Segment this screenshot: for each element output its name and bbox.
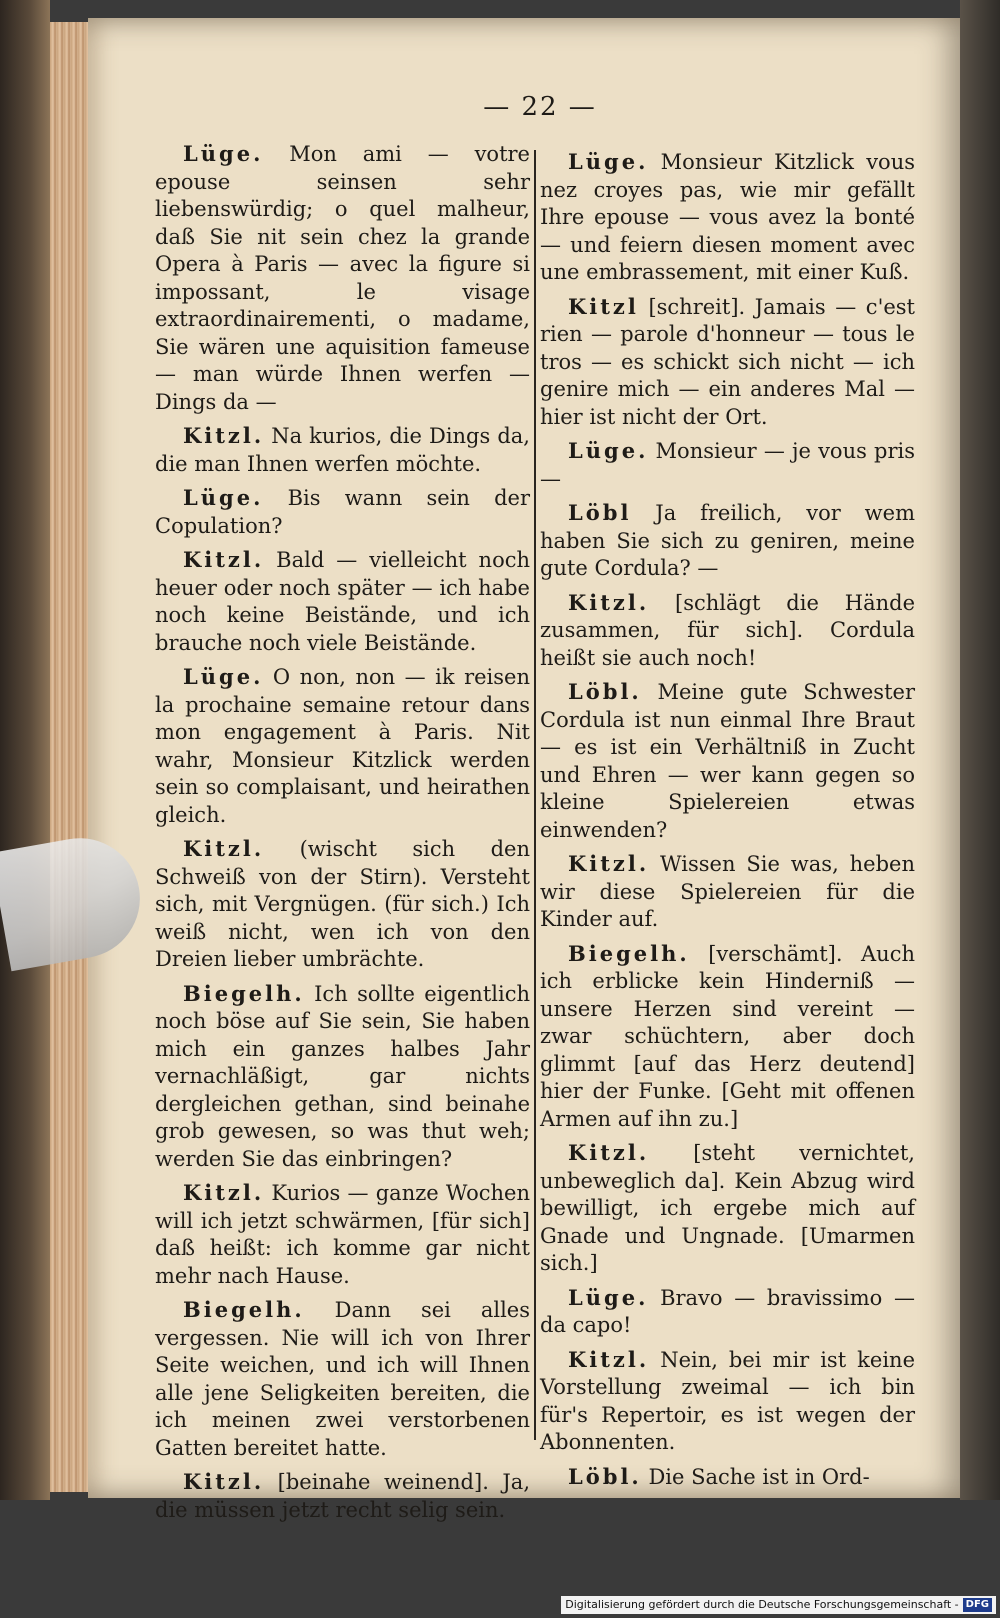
dialogue-paragraph — [155, 663, 530, 829]
speaker-name: Lüge. — [183, 141, 264, 166]
speaker-name: Kitzl. — [183, 547, 265, 572]
dialogue-text: [steht vernichtet, unbeweglich da]. Kein Abzug wird bewilligt, ich ergebe mich auf Gnade und Ungnade. [Umarmen sich.] — [540, 1141, 915, 1275]
speaker-name: Kitzl. — [568, 1140, 650, 1165]
speaker-name: Kitzl. — [568, 1346, 650, 1372]
dialogue-paragraph — [155, 484, 530, 540]
dialogue-paragraph — [155, 546, 530, 657]
page-number: — 22 — — [483, 92, 597, 122]
speaker-name: Lüge. — [183, 664, 264, 689]
dialogue-paragraph — [540, 678, 915, 844]
speaker-name: Lüge. — [183, 485, 264, 510]
dialogue-paragraph — [540, 589, 915, 673]
dialogue-text: Na kurios, die Dings da, die man Ihnen werfen möchte. — [155, 424, 530, 476]
dialogue-paragraph — [540, 1346, 915, 1457]
dialogue-paragraph — [540, 499, 915, 583]
dialogue-text: Dann sei alles vergessen. Nie will ich von Ihrer Seite weichen, und ich will Ihnen alle jene Seligkeiten bereiten, die ich meinen zwei verstorbenen Gatten bereitet hatte. — [155, 1298, 530, 1460]
dialogue-paragraph — [540, 940, 915, 1134]
speaker-name: Kitzl. — [568, 851, 650, 876]
digitization-footer — [561, 1596, 996, 1614]
dialogue-paragraph — [155, 1179, 530, 1290]
speaker-name: Löbl — [568, 500, 632, 525]
dialogue-paragraph — [155, 422, 530, 478]
speaker-name: Kitzl. — [183, 836, 265, 861]
speaker-name: Kitzl. — [183, 1180, 265, 1205]
dialogue-text: Bald — vielleicht noch heuer oder noch später — ich habe noch keine Beiständе, und ich brauche noch viele Beistände. — [155, 548, 530, 655]
speaker-name: Lüge. — [568, 438, 649, 463]
speaker-name: Biegelh. — [568, 940, 690, 966]
dialogue-text: O non, non — ik reisen la prochaine semaine retour dans mon engagement à Paris. Nit wahr, Monsieur Kitzlick werden sein so complaisant, und heirathen gleich. — [155, 665, 530, 827]
speaker-name: Lüge. — [568, 1284, 649, 1310]
speaker-name: Löbl. — [568, 679, 642, 704]
dialogue-paragraph — [155, 1468, 530, 1524]
speaker-name: Biegelh. — [183, 1297, 305, 1322]
left-column — [155, 140, 530, 1530]
speaker-name: Lüge. — [568, 149, 649, 174]
dialogue-text: Meine gute Schwester Cordula ist nun einmal Ihre Braut — es ist ein Verhältniß in Zucht und Ehren — wer kann gegen so kleine Spielereien etwas einwenden? — [540, 680, 915, 842]
page-edges — [50, 22, 90, 1492]
dialogue-text: [beinahe weinend]. Ja, die müssen jetzt recht selig sein. — [155, 1470, 530, 1522]
dialogue-text: Kurios — ganze Wochen will ich jetzt schwärmen, [für sich] daß heißt: ich komme gar nicht mehr nach Hause. — [155, 1181, 530, 1288]
dialogue-paragraph — [540, 148, 915, 287]
dialogue-paragraph — [155, 1296, 530, 1462]
dialogue-text: Die Sache ist in Ord- — [648, 1464, 870, 1489]
speaker-name: Kitzl. — [568, 589, 650, 615]
dialogue-paragraph — [540, 293, 915, 432]
dialogue-paragraph — [540, 850, 915, 934]
dialogue-text: Ich sollte eigentlich noch böse auf Sie sein, Sie haben mich ein ganzes halbes Jahr vernachläßigt, gar nichts dergleichen gethan, sind beinahe grob gewesen, so was thut weh; werden Sie das einbringen? — [155, 981, 530, 1171]
dialogue-paragraph — [155, 140, 530, 416]
dialogue-paragraph — [155, 835, 530, 974]
dialogue-text: Bis wann sein der Copulation? — [155, 486, 530, 538]
dialogue-paragraph — [540, 1463, 915, 1492]
dialogue-text: Mon ami — votre epouse seinsen sehr liebenswürdig; o quel malheur, daß Sie nit sein chez la grande Opera à Paris — avec la figure si impossant, le visage extraordinairementi, o madame, Sie wären une aquisition fameuse — man würde Ihnen werfen — Dings da — — [155, 142, 530, 414]
dialogue-text: (wischt sich den Schweiß von der Stirn). Versteht sich, mit Vergnügen. (für sich.) Ich weiß nicht, wen ich von den Dreien lieber umbrächte. — [155, 837, 530, 971]
speaker-name: Biegelh. — [183, 980, 305, 1006]
speaker-name: Kitzl. — [183, 1469, 265, 1494]
dialogue-paragraph — [540, 437, 915, 493]
dfg-logo: DFG — [963, 1598, 992, 1612]
dialogue-paragraph — [155, 980, 530, 1174]
right-column — [540, 148, 915, 1497]
dialogue-text: Nein, bei mir ist keine Vorstellung zweimal — ich bin für's Repertoir, es ist wegen der Abonnenten. — [540, 1347, 915, 1454]
speaker-name: Löbl. — [568, 1463, 642, 1489]
dialogue-paragraph — [540, 1139, 915, 1278]
dialogue-text: [schlägt die Hände zusammen, für sich]. Cordula heißt sie auch noch! — [540, 590, 915, 670]
dialogue-text: [verschämt]. Auch ich erblicke kein Hinderniß — unsere Herzen sind vereint — zwar schüchtern, aber doch glimmt [auf das Herz deutend] hier der Funke. [Geht mit offenen Armen auf ihn zu.] — [540, 941, 915, 1131]
speaker-name: Kitzl. — [183, 423, 265, 448]
speaker-name: Kitzl — [568, 293, 639, 319]
dialogue-text: Wissen Sie was, heben wir diese Spielereien für die Kinder auf. — [540, 852, 915, 931]
dialogue-text: Monsieur — je vous pris — — [540, 439, 915, 491]
footer-credit-text: Digitalisierung gefördert durch die Deutsche Forschungsgemeinschaft - — [565, 1598, 959, 1611]
dialogue-text: [schreit]. Jamais — c'est rien — parole d'honneur — tous le tros — es schickt sich nicht — ich genire mich — ein anderes Mal — hier ist nicht der Ort. — [540, 294, 915, 429]
column-divider — [534, 150, 536, 1440]
dialogue-text: Monsieur Kitzlick vous nez croyes pas, wie mir gefällt Ihre epouse — vous avez la bonté — und feiern diesen moment avec une embrassement, mit einer Kuß. — [540, 150, 915, 284]
dialogue-text: Bravo — bravissimo — da capo! — [540, 1285, 915, 1337]
book-spine-left — [0, 0, 50, 1618]
dialogue-paragraph — [540, 1284, 915, 1340]
dialogue-text: Ja freilich, vor wem haben Sie sich zu geniren, meine gute Cordula? — — [540, 501, 915, 580]
book-spine-right — [960, 0, 1000, 1618]
